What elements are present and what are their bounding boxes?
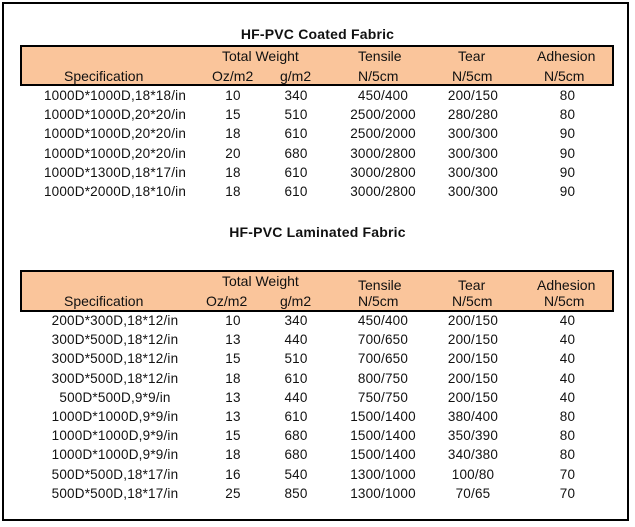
g-cell: 680 — [284, 447, 308, 463]
adhesion-cell: 70 — [559, 466, 576, 482]
oz-cell: 25 — [225, 485, 241, 501]
tear-cell: 340/380 — [447, 447, 499, 463]
laminated-header-tensile-unit: N/5cm — [358, 293, 399, 309]
laminated-header-adhesion-unit: N/5cm — [544, 293, 585, 309]
table-row — [20, 124, 614, 143]
table-row — [20, 144, 614, 163]
tensile-cell: 3000/2800 — [350, 164, 416, 180]
spec-cell: 1000D*1000D,20*20/in — [43, 145, 187, 161]
spec-cell: 1000D*1000D,9*9/in — [51, 447, 179, 463]
spec-cell: 300D*500D,18*12/in — [51, 332, 179, 348]
table-row — [20, 105, 614, 124]
table-row — [20, 369, 614, 388]
adhesion-cell: 70 — [559, 485, 576, 501]
tensile-cell: 700/650 — [357, 351, 409, 367]
oz-cell: 15 — [225, 351, 241, 367]
laminated-header-tear-unit: N/5cm — [452, 293, 493, 309]
tear-cell: 200/150 — [447, 370, 499, 386]
tear-cell: 200/150 — [447, 88, 499, 103]
coated-table-body — [20, 86, 614, 201]
table-row — [20, 330, 614, 349]
adhesion-cell: 80 — [559, 428, 576, 444]
spec-cell: 1000D*1000D,20*20/in — [43, 126, 187, 142]
coated-header-tear-unit: N/5cm — [452, 68, 493, 84]
adhesion-cell: 80 — [559, 107, 576, 123]
oz-cell: 18 — [225, 370, 241, 386]
spec-cell: 1000D*1000D,9*9/in — [51, 428, 179, 444]
oz-cell: 13 — [225, 332, 241, 348]
g-cell: 540 — [284, 466, 308, 482]
g-cell: 510 — [284, 107, 308, 123]
g-cell: 340 — [284, 313, 308, 328]
spec-cell: 1000D*1000D,20*20/in — [43, 107, 187, 123]
oz-cell: 18 — [225, 183, 241, 199]
spec-cell: 500D*500D,9*9/in — [59, 389, 171, 405]
g-cell: 610 — [284, 126, 308, 142]
tear-cell: 300/300 — [447, 183, 499, 199]
g-cell: 680 — [284, 145, 308, 161]
coated-header-adhesion: Adhesion — [537, 48, 596, 64]
table-row — [20, 445, 614, 464]
oz-cell: 18 — [225, 447, 241, 463]
adhesion-cell: 40 — [559, 389, 576, 405]
laminated-table-body — [20, 311, 614, 503]
tensile-cell: 2500/2000 — [350, 107, 416, 123]
adhesion-cell: 40 — [559, 332, 576, 348]
table-row — [20, 426, 614, 445]
table-row — [20, 388, 614, 407]
tensile-cell: 700/650 — [357, 332, 409, 348]
tensile-cell: 1500/1400 — [350, 408, 416, 424]
table-row — [20, 311, 614, 330]
table-row — [20, 484, 614, 503]
tensile-cell: 750/750 — [357, 389, 409, 405]
tensile-cell: 1300/1000 — [350, 485, 416, 501]
g-cell: 440 — [284, 389, 308, 405]
adhesion-cell: 90 — [559, 164, 576, 180]
laminated-title: HF-PVC Laminated Fabric — [229, 224, 406, 240]
spec-cell: 500D*500D,18*17/in — [51, 485, 179, 501]
tear-cell: 200/150 — [447, 389, 499, 405]
laminated-header-band — [20, 270, 614, 312]
adhesion-cell: 40 — [559, 351, 576, 367]
oz-cell: 10 — [225, 313, 241, 328]
coated-header-tensile: Tensile — [358, 48, 402, 64]
tensile-cell: 2500/2000 — [350, 126, 416, 142]
tensile-cell: 450/400 — [357, 313, 409, 328]
tensile-cell: 1500/1400 — [350, 428, 416, 444]
oz-cell: 20 — [225, 145, 241, 161]
tear-cell: 200/150 — [447, 313, 499, 328]
tear-cell: 200/150 — [447, 351, 499, 367]
tear-cell: 300/300 — [447, 145, 499, 161]
adhesion-cell: 80 — [559, 88, 576, 103]
tensile-cell: 800/750 — [357, 370, 409, 386]
tensile-cell: 450/400 — [357, 88, 409, 103]
coated-title: HF-PVC Coated Fabric — [240, 26, 395, 42]
tear-cell: 380/400 — [447, 408, 499, 424]
table-row — [20, 163, 614, 182]
spec-cell: 1000D*2000D,18*10/in — [43, 183, 187, 199]
tear-cell: 300/300 — [447, 126, 499, 142]
table-row — [20, 407, 614, 426]
tensile-cell: 3000/2800 — [350, 145, 416, 161]
spec-cell: 1000D*1300D,18*17/in — [43, 164, 187, 180]
spec-cell: 500D*500D,18*17/in — [51, 466, 179, 482]
coated-header-total-weight: Total Weight — [222, 48, 299, 64]
table-row — [20, 182, 614, 201]
table-row — [20, 86, 614, 105]
tear-cell: 70/65 — [455, 485, 491, 501]
oz-cell: 10 — [225, 88, 241, 103]
oz-cell: 13 — [225, 408, 241, 424]
g-cell: 680 — [284, 428, 308, 444]
laminated-header-total-weight: Total Weight — [222, 273, 299, 289]
adhesion-cell: 90 — [559, 126, 576, 142]
spec-cell: 200D*300D,18*12/in — [51, 313, 179, 328]
oz-cell: 15 — [225, 428, 241, 444]
g-cell: 610 — [284, 408, 308, 424]
coated-header-oz: Oz/m2 — [212, 68, 254, 84]
oz-cell: 18 — [225, 126, 241, 142]
laminated-header-oz: Oz/m2 — [206, 293, 248, 309]
spec-cell: 1000D*1000D,9*9/in — [51, 408, 179, 424]
spec-cell: 300D*500D,18*12/in — [51, 351, 179, 367]
tear-cell: 200/150 — [447, 332, 499, 348]
coated-header-tear: Tear — [458, 48, 486, 64]
adhesion-cell: 40 — [559, 313, 576, 328]
oz-cell: 13 — [225, 389, 241, 405]
table-row — [20, 349, 614, 368]
tear-cell: 100/80 — [451, 466, 495, 482]
tear-cell: 300/300 — [447, 164, 499, 180]
tensile-cell: 1500/1400 — [350, 447, 416, 463]
laminated-header-tensile: Tensile — [358, 277, 402, 293]
adhesion-cell: 90 — [559, 183, 576, 199]
oz-cell: 18 — [225, 164, 241, 180]
adhesion-cell: 80 — [559, 408, 576, 424]
adhesion-cell: 90 — [559, 145, 576, 161]
table-row — [20, 465, 614, 484]
spec-cell: 1000D*1000D,18*18/in — [43, 88, 187, 103]
g-cell: 610 — [284, 370, 308, 386]
coated-header-spec: Specification — [64, 68, 144, 84]
oz-cell: 15 — [225, 107, 241, 123]
g-cell: 340 — [284, 88, 308, 103]
tensile-cell: 3000/2800 — [350, 183, 416, 199]
adhesion-cell: 40 — [559, 370, 576, 386]
spec-cell: 300D*500D,18*12/in — [51, 370, 179, 386]
coated-header-adhesion-unit: N/5cm — [544, 68, 585, 84]
g-cell: 850 — [284, 485, 308, 501]
g-cell: 610 — [284, 164, 308, 180]
tensile-cell: 1300/1000 — [350, 466, 416, 482]
g-cell: 510 — [284, 351, 308, 367]
coated-header-tensile-unit: N/5cm — [358, 68, 399, 84]
laminated-header-tear: Tear — [458, 277, 486, 293]
g-cell: 440 — [284, 332, 308, 348]
laminated-header-g: g/m2 — [280, 293, 312, 309]
g-cell: 610 — [284, 183, 308, 199]
adhesion-cell: 80 — [559, 447, 576, 463]
tear-cell: 280/280 — [447, 107, 499, 123]
coated-header-g: g/m2 — [280, 68, 312, 84]
oz-cell: 16 — [225, 466, 241, 482]
tear-cell: 350/390 — [447, 428, 499, 444]
laminated-header-adhesion: Adhesion — [537, 277, 596, 293]
laminated-header-spec: Specification — [64, 293, 144, 309]
coated-header-band — [20, 45, 614, 86]
